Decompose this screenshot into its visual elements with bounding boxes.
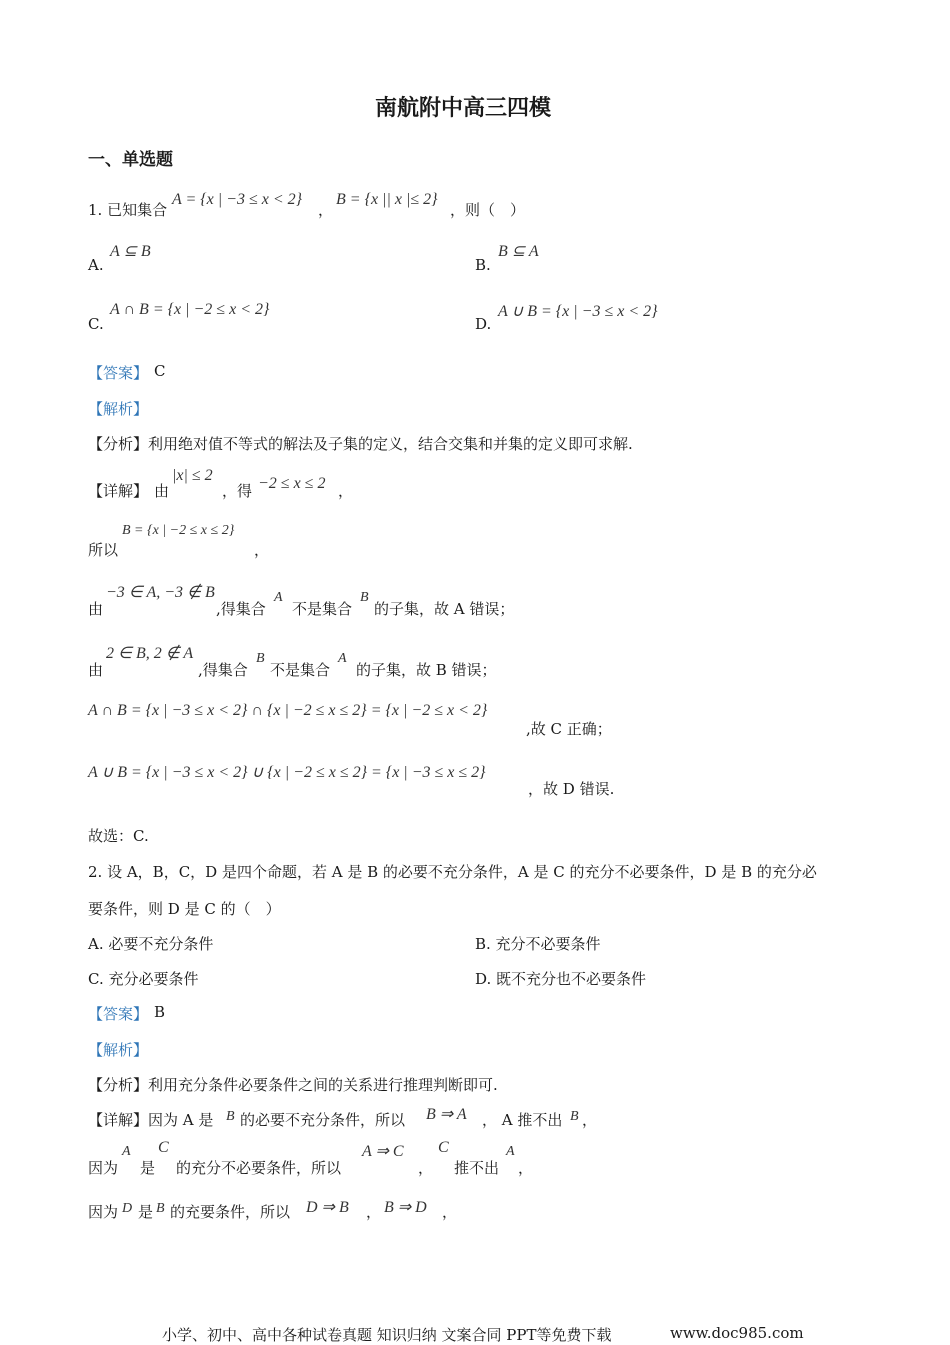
q2-l3-math2: B ⇒ D — [384, 1199, 427, 1216]
q1-d3-c: 不是集合 — [292, 600, 353, 618]
q1-d4-math-a: A — [338, 651, 347, 666]
q1-d4-c: 不是集合 — [270, 661, 331, 679]
q2-stem-line2: 要条件，则 D 是 C 的（ ） — [88, 900, 281, 918]
q2-l2-math-a: A — [122, 1144, 131, 1159]
footer-url[interactable]: www.doc985.com — [670, 1324, 804, 1342]
q2-l2-f: ， — [518, 1159, 534, 1177]
q1-d4-b: ,得集合 — [198, 661, 248, 679]
q2-option-d: D. 既不充分也不必要条件 — [475, 970, 647, 988]
q2-l2-c: 的充分不必要条件，所以 — [176, 1159, 342, 1177]
q2-l3-math-d: D — [122, 1201, 133, 1216]
q2-l2-math: A ⇒ C — [362, 1143, 404, 1160]
q1-option-b-math: B ⊆ A — [498, 243, 539, 260]
q1-option-a-math: A ⊆ B — [110, 243, 151, 260]
q2-l2-d: ， — [418, 1159, 434, 1177]
q2-l3-math1: D ⇒ B — [306, 1199, 349, 1216]
q2-l2-math-c: C — [158, 1139, 169, 1156]
q1-d5-text: ,故 C 正确； — [526, 720, 612, 738]
q2-option-c: C. 充分必要条件 — [88, 970, 199, 988]
q1-set-a: A = {x | −3 ≤ x < 2} — [172, 191, 303, 208]
q2-l1-math-b: B — [226, 1109, 235, 1124]
q1-jiexi-tag: 【解析】 — [88, 400, 149, 418]
q2-answer: B — [154, 1003, 166, 1021]
q1-d6-text: ，故 D 错误. — [528, 780, 615, 798]
q1-set-b: B = {x || x |≤ 2} — [336, 191, 438, 208]
q1-d4-a: 由 — [88, 661, 104, 679]
q1-d3-math-a: A — [274, 590, 283, 605]
q1-choose: 故选：C. — [88, 827, 149, 845]
q2-l1-math-b2: B — [570, 1109, 579, 1124]
q1-answer: C — [154, 362, 166, 380]
q1-answer-tag: 【答案】 — [88, 364, 149, 382]
q1-d3-b: ,得集合 — [216, 600, 266, 618]
q2-l1-a: 【详解】因为 A 是 — [88, 1111, 214, 1129]
q1-d3-math-b: B — [360, 590, 369, 605]
q1-analysis: 【分析】利用绝对值不等式的解法及子集的定义，结合交集和并集的定义即可求解. — [88, 435, 633, 453]
q2-jiexi-tag: 【解析】 — [88, 1041, 149, 1059]
q1-detail-tag: 【详解】 — [88, 482, 149, 500]
q2-analysis: 【分析】利用充分条件必要条件之间的关系进行推理判断即可. — [88, 1076, 498, 1094]
q1-d2-a: 所以 — [88, 541, 119, 559]
q2-l1-d: ， — [582, 1111, 598, 1129]
q2-l3-c: 的充要条件，所以 — [170, 1203, 291, 1221]
q1-d1-b: ，得 — [222, 482, 253, 500]
q1-d5-math: A ∩ B = {x | −3 ≤ x < 2} ∩ {x | −2 ≤ x ≤ 2} = {x | −2 ≤ x < 2} — [88, 702, 488, 719]
q2-option-b: B. 充分不必要条件 — [475, 935, 601, 953]
q2-stem-line1: 2. 设 A，B，C，D 是四个命题，若 A 是 B 的必要不充分条件，A 是 C 的充分不必要条件，D 是 B 的充分必 — [88, 863, 817, 881]
q1-d1-math1: |x| ≤ 2 — [172, 467, 213, 484]
q2-l2-e: 推不出 — [454, 1159, 500, 1177]
q2-l2-math-a2: A — [506, 1144, 515, 1159]
q2-l3-b: 是 — [138, 1203, 154, 1221]
q2-option-a: A. 必要不充分条件 — [88, 935, 214, 953]
q1-option-a-label: A. — [88, 256, 104, 274]
q1-d2-math: B = {x | −2 ≤ x ≤ 2} — [122, 523, 235, 538]
q2-l1-c: ， A 推不出 — [482, 1111, 563, 1129]
page-title: 南航附中高三四模 — [375, 96, 552, 121]
q1-d6-math: A ∪ B = {x | −3 ≤ x < 2} ∪ {x | −2 ≤ x ≤ 2} = {x | −3 ≤ x ≤ 2} — [88, 764, 486, 781]
q1-option-d-label: D. — [475, 315, 492, 333]
q1-option-c-label: C. — [88, 315, 104, 333]
q2-l2-math-c2: C — [438, 1139, 449, 1156]
q1-d4-math-b: B — [256, 651, 265, 666]
q1-d1-a: 由 — [154, 482, 170, 500]
q1-d3-a: 由 — [88, 600, 104, 618]
q1-option-c-math: A ∩ B = {x | −2 ≤ x < 2} — [110, 301, 270, 318]
q2-l3-a: 因为 — [88, 1203, 119, 1221]
q2-l2-b: 是 — [140, 1159, 156, 1177]
q1-d1-math2: −2 ≤ x ≤ 2 — [258, 475, 326, 492]
q2-l1-math: B ⇒ A — [426, 1106, 467, 1123]
q2-l3-d: ， — [366, 1203, 382, 1221]
q2-l3-e: ， — [442, 1203, 458, 1221]
q1-d2-c: ， — [254, 541, 270, 559]
q1-comma: ， — [318, 201, 334, 219]
footer-text: 小学、初中、高中各种试卷真题 知识归纳 文案合同 PPT等免费下载 — [162, 1326, 612, 1344]
q1-prefix: 1. 已知集合 — [88, 201, 168, 219]
q2-l3-math-b: B — [156, 1201, 165, 1216]
section-heading: 一、单选题 — [88, 150, 173, 170]
q2-l2-a: 因为 — [88, 1159, 119, 1177]
q1-suffix: ，则（ ） — [450, 201, 526, 219]
q2-l1-b: 的必要不充分条件，所以 — [240, 1111, 406, 1129]
q1-d3-d: 的子集，故 A 错误； — [374, 600, 515, 618]
q1-d4-d: 的子集，故 B 错误； — [356, 661, 497, 679]
q1-d3-math: −3 ∈ A, −3 ∉ B — [106, 584, 215, 601]
q1-d4-math: 2 ∈ B, 2 ∉ A — [106, 645, 194, 662]
q1-option-b-label: B. — [475, 256, 491, 274]
q1-option-d-math: A ∪ B = {x | −3 ≤ x < 2} — [498, 303, 658, 320]
q2-answer-tag: 【答案】 — [88, 1005, 149, 1023]
q1-d1-c: ， — [338, 482, 354, 500]
